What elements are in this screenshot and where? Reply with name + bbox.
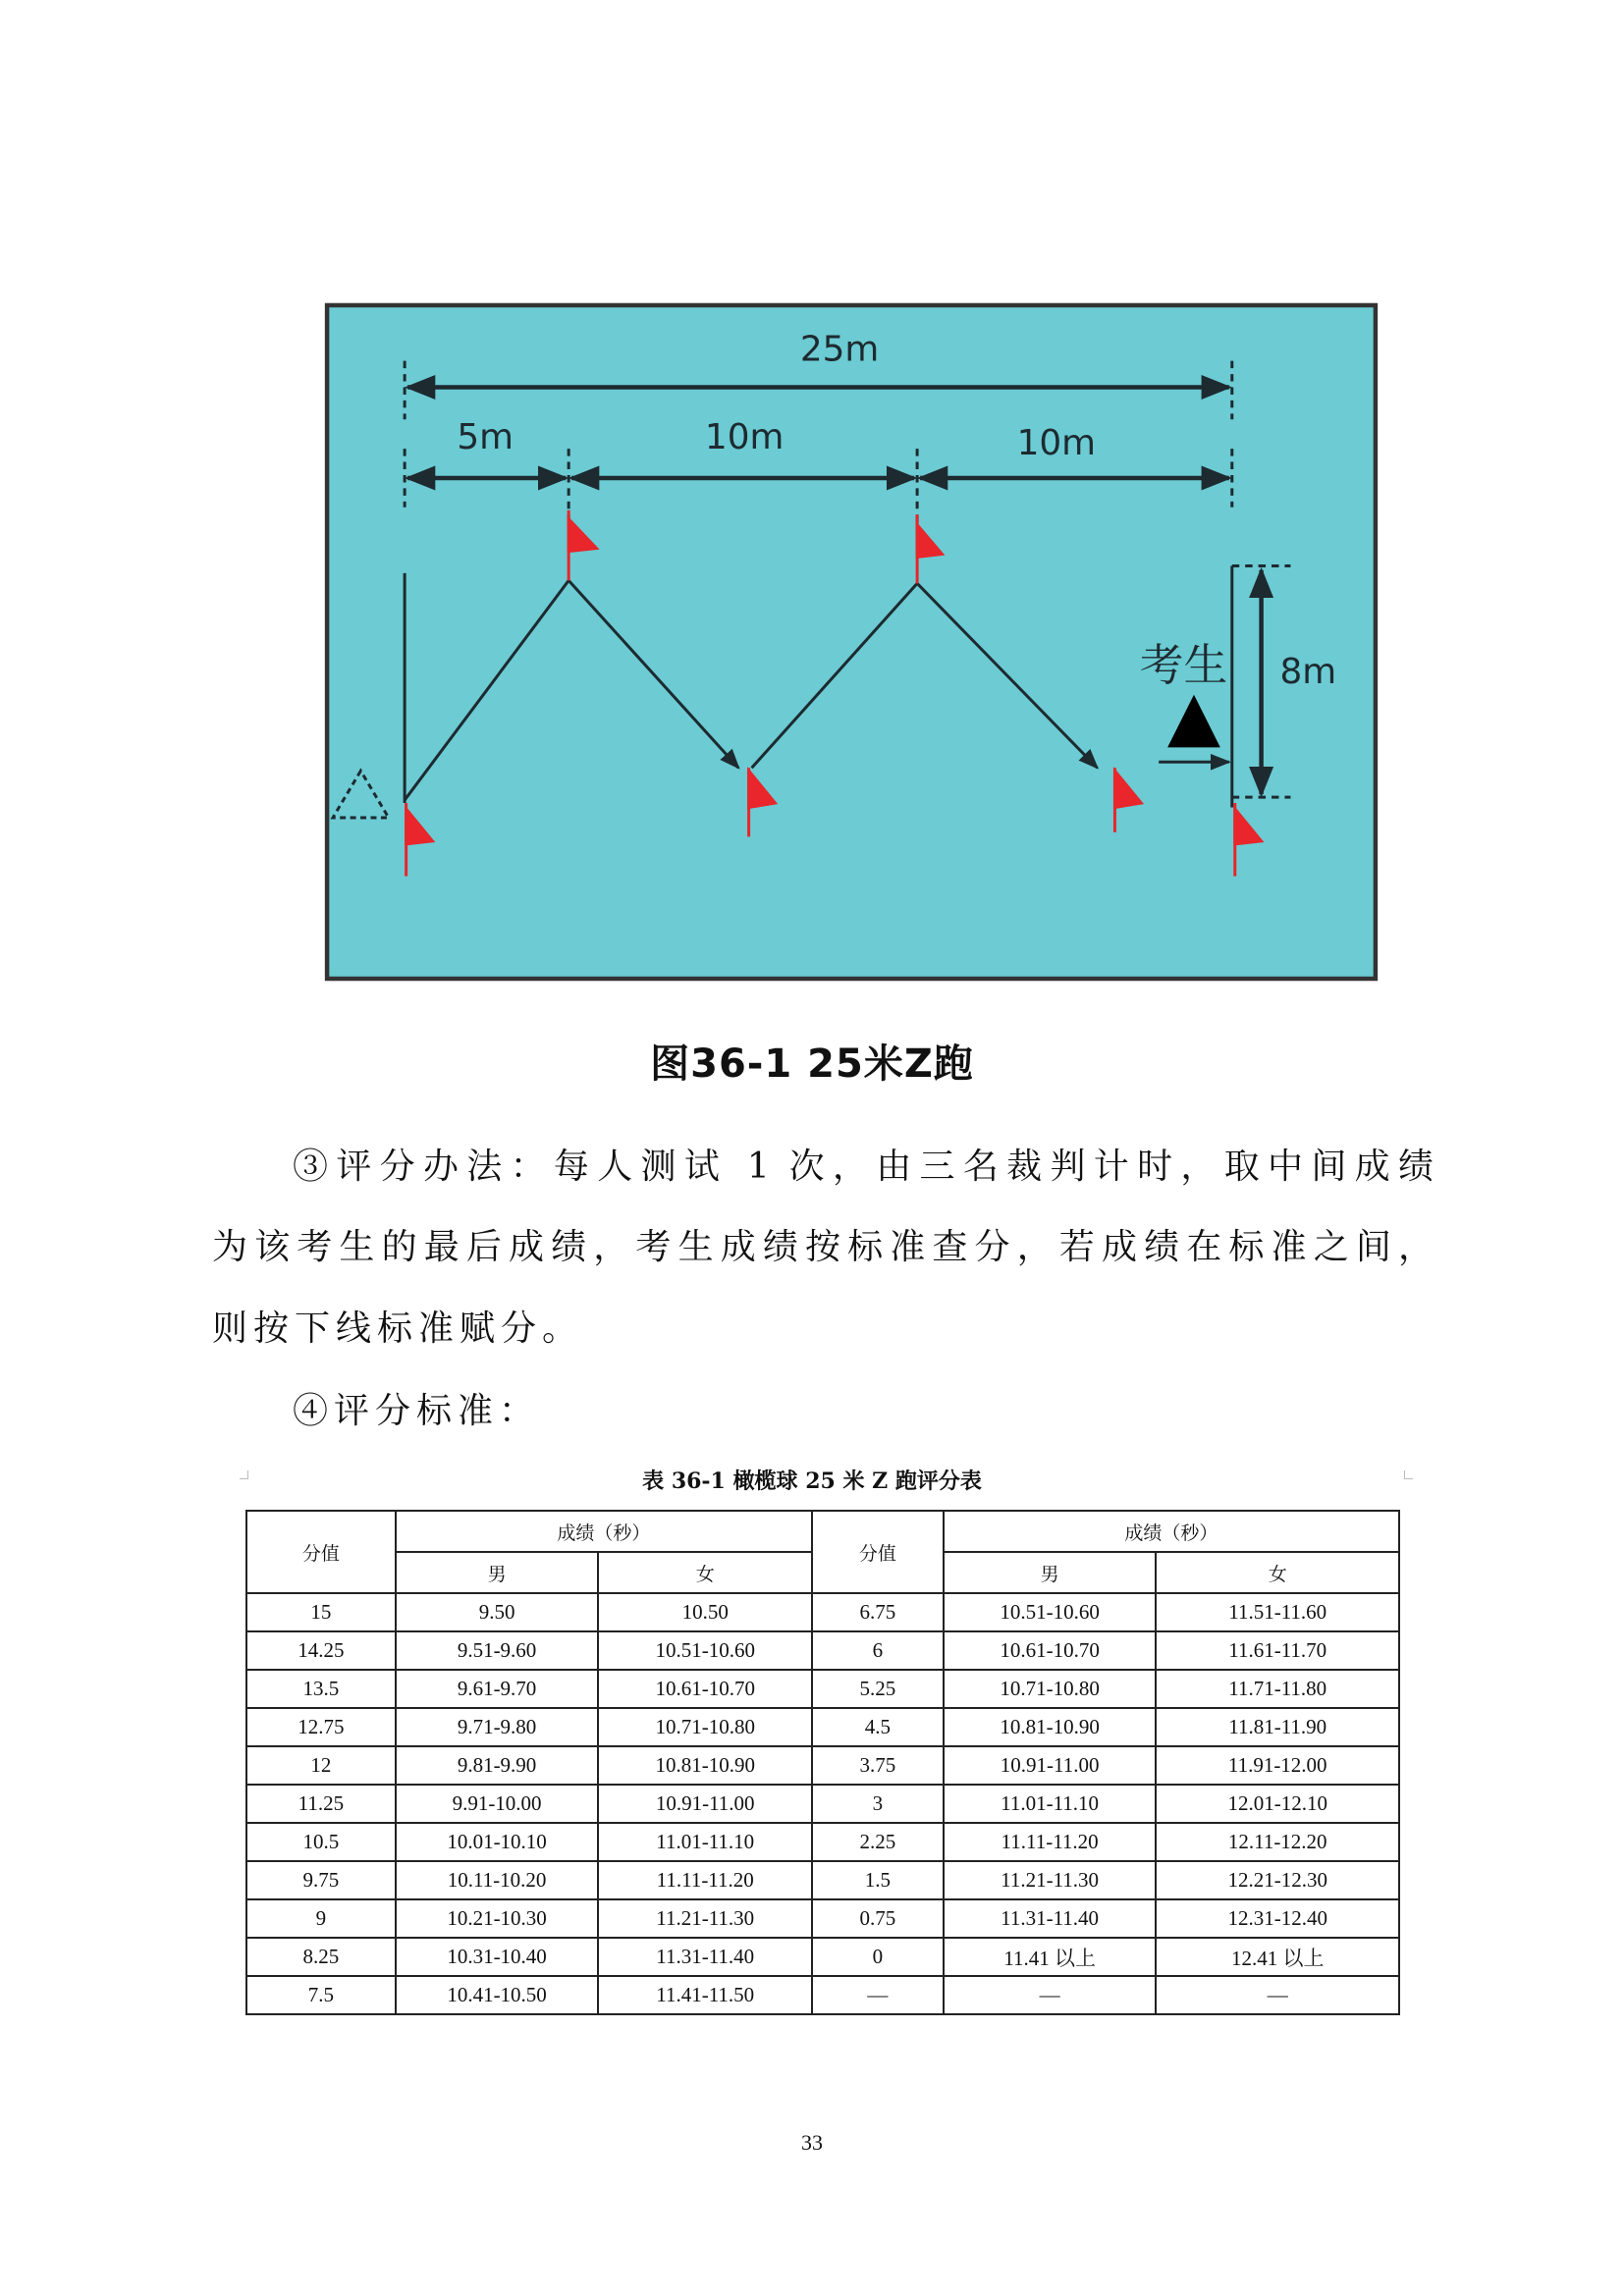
table-row bbox=[246, 1708, 1399, 1746]
table-cell: 14.25 bbox=[246, 1631, 396, 1670]
table-cell: 10.81-10.90 bbox=[598, 1746, 812, 1785]
table-row bbox=[246, 1899, 1399, 1938]
table-cell: 11.11-11.20 bbox=[944, 1823, 1157, 1861]
table-cell: 12.75 bbox=[246, 1708, 396, 1746]
table-cell: 10.71-10.80 bbox=[944, 1670, 1157, 1708]
label-student: 考生 bbox=[1139, 638, 1228, 691]
table-cell: 11.01-11.10 bbox=[598, 1823, 812, 1861]
table-cell: 9.61-9.70 bbox=[396, 1670, 599, 1708]
table-cell: 12 bbox=[246, 1746, 396, 1785]
table-cell: 10.31-10.40 bbox=[396, 1938, 599, 1976]
label-10m: 10m bbox=[704, 417, 785, 458]
header-score: 分值 bbox=[246, 1511, 396, 1593]
table-cell: 6 bbox=[812, 1631, 944, 1670]
header-female: 女 bbox=[598, 1552, 812, 1593]
table-cell: 9.71-9.80 bbox=[396, 1708, 599, 1746]
table-row bbox=[246, 1746, 1399, 1785]
table-cell: 11.61-11.70 bbox=[1156, 1631, 1399, 1670]
header-result: 成绩（秒） bbox=[944, 1511, 1399, 1552]
table-row bbox=[246, 1631, 1399, 1670]
table-cell: 6.75 bbox=[812, 1593, 944, 1631]
table-cell: 11.31-11.40 bbox=[598, 1938, 812, 1976]
table-cell: 11.21-11.30 bbox=[598, 1899, 812, 1938]
table-cell: 9 bbox=[246, 1899, 396, 1938]
table-row bbox=[246, 1785, 1399, 1823]
table-cell: 10.21-10.30 bbox=[396, 1899, 599, 1938]
table-cell: 12.31-12.40 bbox=[1156, 1899, 1399, 1938]
table-row bbox=[246, 1823, 1399, 1861]
table-cell: 11.41 以上 bbox=[944, 1938, 1157, 1976]
table-cell: 10.71-10.80 bbox=[598, 1708, 812, 1746]
table-row bbox=[246, 1861, 1399, 1899]
paragraph-line: ③评分办法：每人测试 1 次，由三名裁判计时，取中间成绩 bbox=[293, 1147, 1434, 1187]
table-cell: 9.50 bbox=[396, 1593, 599, 1631]
table-cell: 0 bbox=[812, 1938, 944, 1976]
label-10m: 10m bbox=[1016, 423, 1096, 464]
table-cell: 10.91-11.00 bbox=[944, 1746, 1157, 1785]
table-cell: 11.11-11.20 bbox=[598, 1861, 812, 1899]
table-cell: 11.51-11.60 bbox=[1156, 1593, 1399, 1631]
table-cell: 11.41-11.50 bbox=[598, 1976, 812, 2014]
figure-caption: 图36-1 25米Z跑 bbox=[650, 1041, 974, 1087]
section-heading: ④评分标准： bbox=[293, 1391, 541, 1431]
table-cell: 3.75 bbox=[812, 1746, 944, 1785]
table-cell: 10.61-10.70 bbox=[598, 1670, 812, 1708]
table-row bbox=[246, 1976, 1399, 2014]
table-cell: 11.01-11.10 bbox=[944, 1785, 1157, 1823]
table-cell: 10.51-10.60 bbox=[944, 1593, 1157, 1631]
label-5m: 5m bbox=[457, 417, 514, 458]
label-8m: 8m bbox=[1279, 651, 1337, 692]
table-cell: 11.91-12.00 bbox=[1156, 1746, 1399, 1785]
table-row bbox=[246, 1670, 1399, 1708]
paragraph-line: 为该考生的最后成绩，考生成绩按标准查分，若成绩在标准之间， bbox=[212, 1227, 1434, 1267]
table-cell: — bbox=[1156, 1976, 1399, 2014]
table-cell: 12.21-12.30 bbox=[1156, 1861, 1399, 1899]
paragraph-line: 则按下线标准赋分。 bbox=[212, 1308, 584, 1349]
header-result: 成绩（秒） bbox=[396, 1511, 812, 1552]
table-cell: 11.21-11.30 bbox=[944, 1861, 1157, 1899]
table-cell: 11.25 bbox=[246, 1785, 396, 1823]
table-cell: 10.61-10.70 bbox=[944, 1631, 1157, 1670]
table-cell: — bbox=[944, 1976, 1157, 2014]
table-cell: 11.81-11.90 bbox=[1156, 1708, 1399, 1746]
table-cell: 8.25 bbox=[246, 1938, 396, 1976]
table-cell: — bbox=[812, 1976, 944, 2014]
header-female: 女 bbox=[1156, 1552, 1399, 1593]
table-cell: 10.11-10.20 bbox=[396, 1861, 599, 1899]
header-male: 男 bbox=[944, 1552, 1157, 1593]
table-cell: 12.11-12.20 bbox=[1156, 1823, 1399, 1861]
label-25m: 25m bbox=[799, 329, 880, 370]
table-cell: 9.75 bbox=[246, 1861, 396, 1899]
table-cell: 2.25 bbox=[812, 1823, 944, 1861]
header-male: 男 bbox=[396, 1552, 599, 1593]
table-cell: 5.25 bbox=[812, 1670, 944, 1708]
table-title: 表 36-1 橄榄球 25 米 Z 跑评分表 bbox=[642, 1468, 982, 1494]
table-cell: 13.5 bbox=[246, 1670, 396, 1708]
header-score: 分值 bbox=[812, 1511, 944, 1593]
table-row bbox=[246, 1938, 1399, 1976]
table-cell: 12.41 以上 bbox=[1156, 1938, 1399, 1976]
table-cell: 10.91-11.00 bbox=[598, 1785, 812, 1823]
table-cell: 10.50 bbox=[598, 1593, 812, 1631]
table-cell: 12.01-12.10 bbox=[1156, 1785, 1399, 1823]
table-cell: 10.01-10.10 bbox=[396, 1823, 599, 1861]
table-cell: 1.5 bbox=[812, 1861, 944, 1899]
table-cell: 9.91-10.00 bbox=[396, 1785, 599, 1823]
table-cell: 9.81-9.90 bbox=[396, 1746, 599, 1785]
table-cell: 4.5 bbox=[812, 1708, 944, 1746]
table-cell: 15 bbox=[246, 1593, 396, 1631]
table-cell: 3 bbox=[812, 1785, 944, 1823]
z-run-diagram bbox=[324, 302, 1379, 982]
table-cell: 10.41-10.50 bbox=[396, 1976, 599, 2014]
page-number: 33 bbox=[801, 2130, 823, 2155]
table-cell: 10.51-10.60 bbox=[598, 1631, 812, 1670]
table-cell: 7.5 bbox=[246, 1976, 396, 2014]
table-cell: 11.71-11.80 bbox=[1156, 1670, 1399, 1708]
table-cell: 10.5 bbox=[246, 1823, 396, 1861]
table-cell: 0.75 bbox=[812, 1899, 944, 1938]
table-row bbox=[246, 1593, 1399, 1631]
table-cell: 11.31-11.40 bbox=[944, 1899, 1157, 1938]
table-cell: 9.51-9.60 bbox=[396, 1631, 599, 1670]
score-table bbox=[245, 1510, 1400, 2015]
table-cell: 10.81-10.90 bbox=[944, 1708, 1157, 1746]
